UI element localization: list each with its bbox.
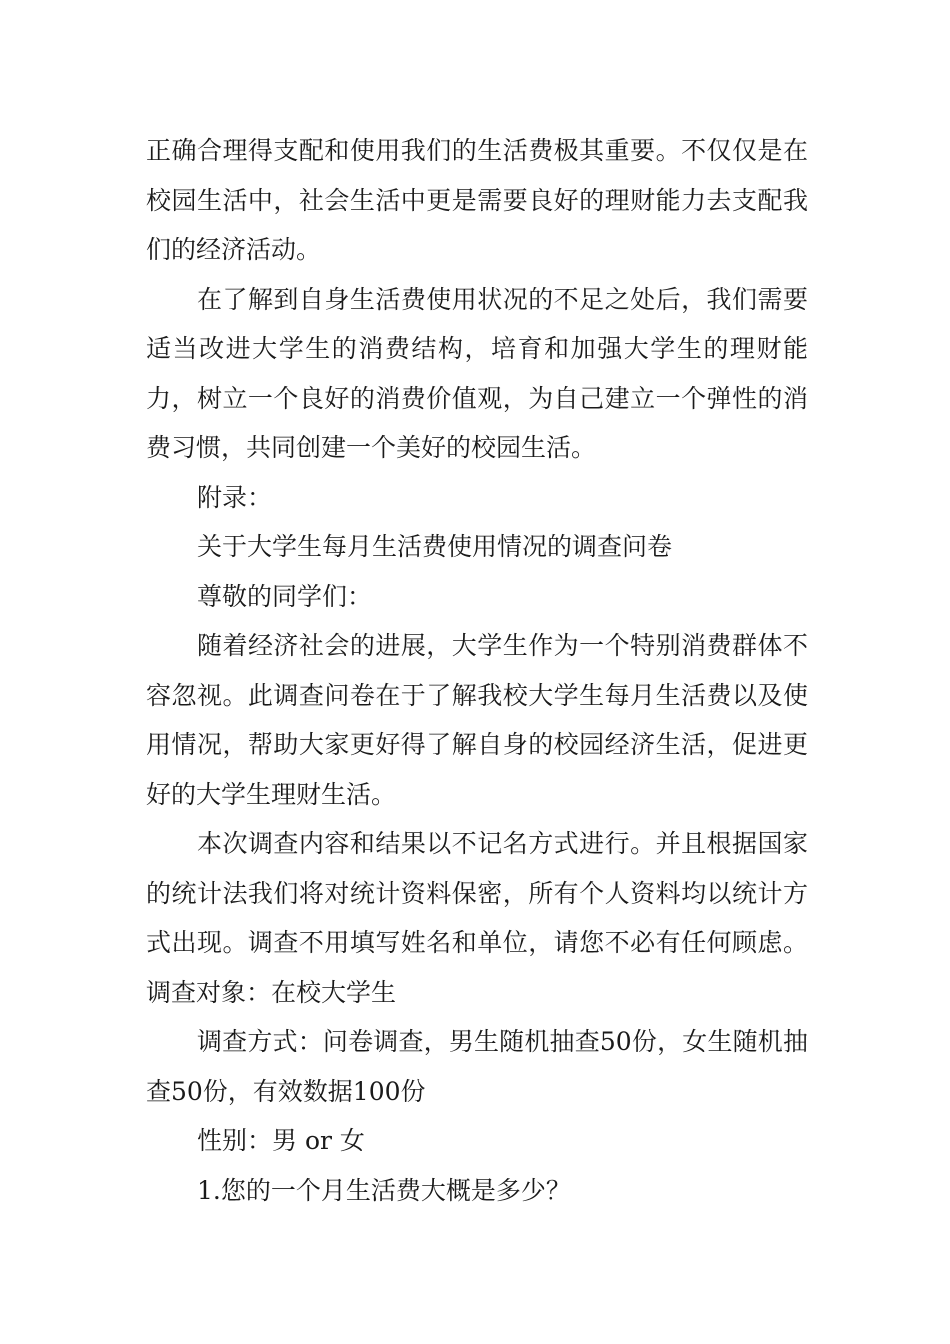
questionnaire-title: 关于大学生每月生活费使用情况的调查问卷 <box>197 532 673 561</box>
paragraph-purpose: 随着经济社会的进展，大学生作为一个特别消费群体不容忽视。此调查问卷在于了解我校大学生每月生活费以及使用情况，帮助大家更好得了解自身的校园经济生活，促进更好的大学生理财生活。 <box>146 631 808 809</box>
salutation: 尊敬的同学们： <box>197 581 373 611</box>
paragraph-privacy: 本次调查内容和结果以不记名方式进行。并且根据国家的统计法我们将对统计资料保密，所有个人资料均以统计方式出现。调查不用填写姓名和单位，请您不必有任何顾虑。调查对象：在校大学生 <box>146 829 808 1007</box>
appendix-heading: 附录： <box>197 482 273 512</box>
question-1: 1.您的一个月生活费大概是多少？ <box>197 1175 571 1205</box>
paragraph-intro-continuation: 正确合理得支配和使用我们的生活费极其重要。不仅仅是在校园生活中，社会生活中更是需要良好的理财能力去支配我们的经济活动。 <box>146 136 808 264</box>
document-body <box>146 126 808 1215</box>
gender-question: 性别：男 or 女 <box>197 1126 365 1155</box>
paragraph-improvement: 在了解到自身生活费使用状况的不足之处后，我们需要适当改进大学生的消费结构，培育和加强大学生的理财能力，树立一个良好的消费价值观，为自己建立一个弹性的消费习惯，共同创建一个美好的校园生活。 <box>146 284 808 462</box>
paragraph-survey-method: 调查方式：问卷调查，男生随机抽查50份，女生随机抽查50份，有效数据100份 <box>146 1027 808 1106</box>
